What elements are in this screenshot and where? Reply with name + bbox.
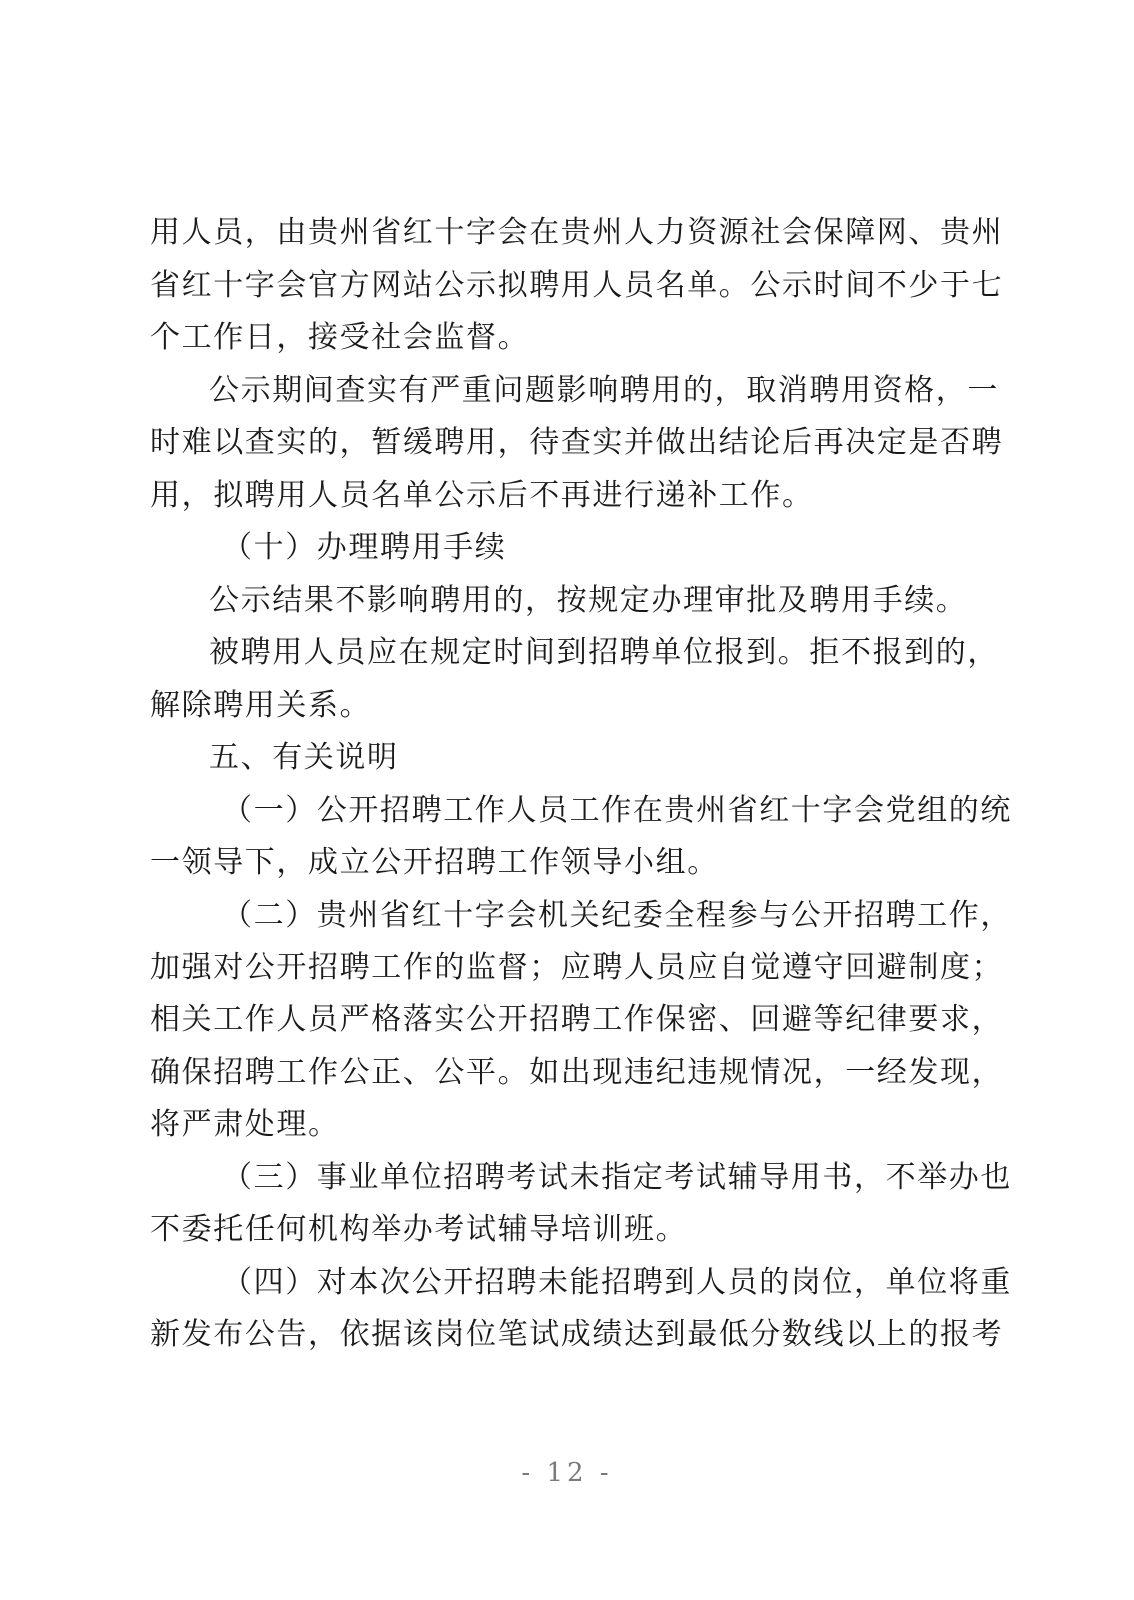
text-line: （一）公开招聘工作人员工作在贵州省红十字会党组的统 <box>222 793 1012 828</box>
text-line: 公示期间查实有严重问题影响聘用的，取消聘用资格，一 <box>209 373 999 408</box>
page-number: - 12 - <box>521 1458 613 1488</box>
text-line: 不委托任何机构举办考试辅导培训班。 <box>150 1212 688 1247</box>
text-line: 个工作日，接受社会监督。 <box>150 320 530 355</box>
text-line: 用，拟聘用人员名单公示后不再进行递补工作。 <box>150 478 814 513</box>
text-line: 加强对公开招聘工作的监督；应聘人员应自觉遵守回避制度； <box>150 950 1004 985</box>
text-line: 公示结果不影响聘用的，按规定办理审批及聘用手续。 <box>209 583 968 618</box>
section-heading: （十）办理聘用手续 <box>222 530 507 565</box>
text-line: 解除聘用关系。 <box>150 688 372 723</box>
text-line: 时难以查实的，暂缓聘用，待查实并做出结论后再决定是否聘 <box>150 425 1004 460</box>
text-line: （二）贵州省红十字会机关纪委全程参与公开招聘工作， <box>222 898 1012 933</box>
text-line: 被聘用人员应在规定时间到招聘单位报到。拒不报到的， <box>209 635 999 670</box>
text-line: 相关工作人员严格落实公开招聘工作保密、回避等纪律要求， <box>150 1002 1004 1037</box>
text-line: 用人员，由贵州省红十字会在贵州人力资源社会保障网、贵州 <box>150 215 1004 250</box>
section-heading: 五、有关说明 <box>209 740 399 775</box>
text-line: 将严肃处理。 <box>150 1107 340 1142</box>
text-line: （三）事业单位招聘考试未指定考试辅导用书，不举办也 <box>222 1160 1012 1195</box>
text-line: 确保招聘工作公正、公平。如出现违纪违规情况，一经发现， <box>150 1055 1004 1090</box>
text-line: 省红十字会官方网站公示拟聘用人员名单。公示时间不少于七 <box>150 268 1004 303</box>
text-line: 一领导下，成立公开招聘工作领导小组。 <box>150 845 719 880</box>
text-line: （四）对本次公开招聘未能招聘到人员的岗位，单位将重 <box>222 1265 1012 1300</box>
text-line: 新发布公告，依据该岗位笔试成绩达到最低分数线以上的报考 <box>150 1317 1004 1352</box>
